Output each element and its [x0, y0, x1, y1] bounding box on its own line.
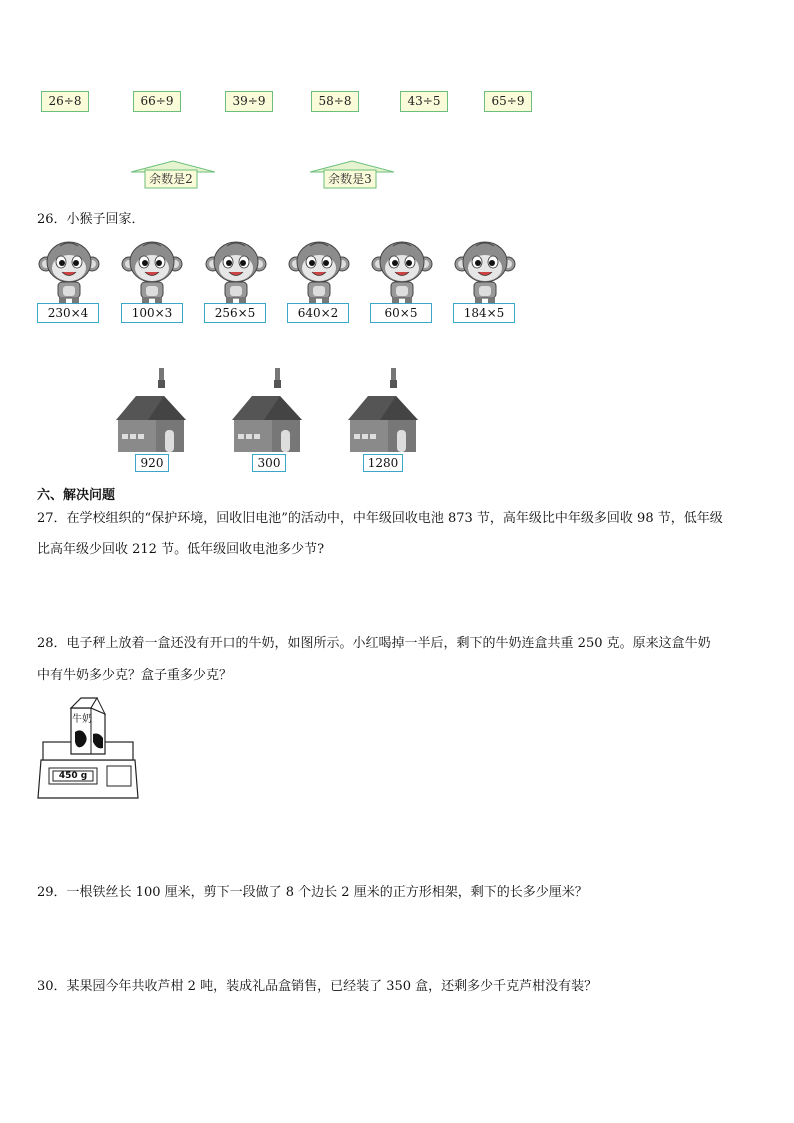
- monkey-icon: [205, 240, 267, 304]
- monkey-card-1: 230×4: [37, 303, 99, 323]
- division-card-5: 43÷5: [400, 91, 448, 112]
- monkey-icon: [288, 240, 350, 304]
- monkey-card-2: 100×3: [121, 303, 183, 323]
- division-card-6: 65÷9: [484, 91, 532, 112]
- division-card-1: 26÷8: [41, 91, 89, 112]
- division-card-4: 58÷8: [311, 91, 359, 112]
- division-card-3: 39÷9: [225, 91, 273, 112]
- remainder-label: 余数是3: [328, 172, 372, 186]
- monkey-icon: [121, 240, 183, 304]
- remainder-box-3: [310, 160, 394, 190]
- monkey-icon: [38, 240, 100, 304]
- monkey-card-3: 256×5: [204, 303, 266, 323]
- scale-reading: 450 g: [58, 771, 88, 781]
- monkey-card-6: 184×5: [453, 303, 515, 323]
- monkey-icon: [454, 240, 516, 304]
- house-number-3: 1280: [363, 454, 403, 472]
- question-30: 30．某果园今年共收芦柑 2 吨，装成礼品盒销售，已经装了 350 盒，还剩多少千克芦柑没有装？: [37, 979, 598, 994]
- question-28-line-2: 中有牛奶多少克？盒子重多少克？: [37, 668, 233, 683]
- question-27-line-1: 27．在学校组织的“保护环境，回收旧电池”的活动中，中年级回收电池 873 节，高年级比中年级多回收 98 节，低年级: [37, 511, 723, 526]
- monkey-card-4: 640×2: [287, 303, 349, 323]
- question-27-line-2: 比高年级少回收 212 节。低年级回收电池多少节?: [37, 542, 325, 557]
- question-29: 29．一根铁丝长 100 厘米，剪下一段做了 8 个边长 2 厘米的正方形相架，剩下的长多少厘米？: [37, 885, 588, 900]
- house-number-1: 920: [135, 454, 169, 472]
- question-28-line-1: 28．电子秤上放着一盒还没有开口的牛奶，如图所示。小红喝掉一半后，剩下的牛奶连盒共重 250 克。原来这盒牛奶: [37, 636, 711, 651]
- remainder-label: 余数是2: [149, 172, 193, 186]
- house-number-2: 300: [252, 454, 286, 472]
- scale-icon: [37, 694, 139, 800]
- house-icon: [114, 366, 188, 454]
- question-26-title: 26．小猴子回家．: [37, 212, 145, 227]
- division-card-2: 66÷9: [133, 91, 181, 112]
- section-title: 六、解决问题: [37, 488, 116, 503]
- monkey-card-5: 60×5: [370, 303, 432, 323]
- scale-illustration: [37, 694, 139, 800]
- house-icon: [230, 366, 304, 454]
- monkey-icon: [371, 240, 433, 304]
- carton-label: 牛奶: [72, 714, 92, 725]
- house-icon: [346, 366, 420, 454]
- remainder-box-2: [131, 160, 215, 190]
